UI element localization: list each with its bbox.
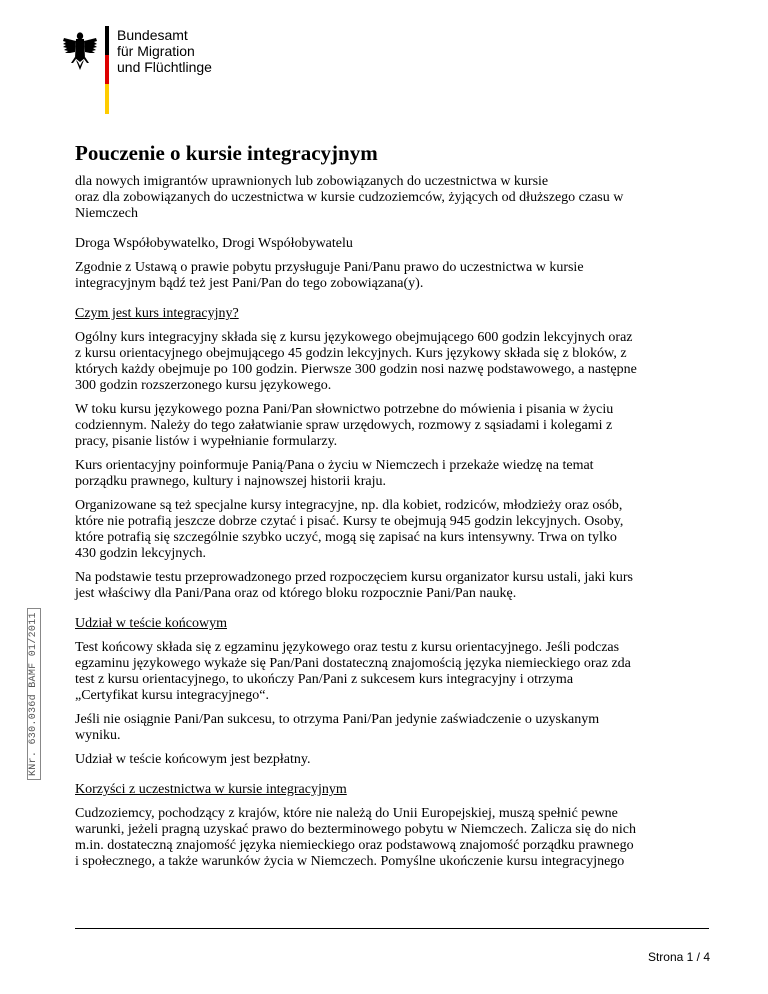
paragraph bbox=[75, 806, 705, 870]
agency-name bbox=[117, 27, 212, 75]
text-line: które potrafią się szczególnie szybko uczyć, mogą się zapisać na kurs intensywny. Trwa on tylko bbox=[75, 530, 617, 545]
text-line: jest właściwy dla Pani/Pana oraz od którego bloku rozpocznie Pani/Pan naukę. bbox=[75, 586, 517, 601]
text-line: porządku prawnego, kultury i najnowszej historii kraju. bbox=[75, 474, 387, 489]
text-line: warunki, jeżeli pragną uzyskać prawo do bezterminowego pobytu w Niemczech. Zalicza się do nich bbox=[75, 822, 636, 837]
german-flag-bar bbox=[105, 26, 109, 114]
paragraph bbox=[75, 640, 705, 704]
section-heading: Czym jest kurs integracyjny? bbox=[75, 306, 239, 321]
text-line: 300 godzin rozszerzonego kursu językowego. bbox=[75, 378, 332, 393]
text-line: integracyjnym bądź też jest Pani/Pan do tego zobowiązana(y). bbox=[75, 276, 424, 291]
text-line: których każdy obejmuje po 100 godzin. Pierwsze 300 godzin nosi nazwę podstawowego, a następne bbox=[75, 362, 637, 377]
intro-paragraph bbox=[75, 260, 705, 292]
agency-line: und Flüchtlinge bbox=[117, 59, 212, 75]
subtitle-line: Niemczech bbox=[75, 206, 138, 221]
text-line: Zgodnie z Ustawą o prawie pobytu przysługuje Pani/Panu prawo do uczestnictwa w kursie bbox=[75, 260, 584, 275]
paragraph bbox=[75, 752, 705, 768]
text-line: Na podstawie testu przeprowadzonego przed rozpoczęciem kursu organizator kursu ustali, jaki kurs bbox=[75, 570, 633, 585]
paragraph bbox=[75, 330, 705, 394]
text-line: m.in. dostateczną znajomość języka niemieckiego oraz podstawową znajomość porządku prawnego bbox=[75, 838, 634, 853]
text-line: Jeśli nie osiągnie Pani/Pan sukcesu, to otrzyma Pani/Pan jedynie zaświadczenie o uzyskanym bbox=[75, 712, 600, 727]
federal-eagle-icon bbox=[62, 30, 98, 74]
subtitle-line: dla nowych imigrantów uprawnionych lub zobowiązanych do uczestnictwa w kursie bbox=[75, 174, 549, 189]
flag-stripe-red bbox=[105, 55, 109, 84]
text-line: test z kursu orientacyjnego, to ukończy Pan/Pani z sukcesem kurs integracyjny i otrzyma bbox=[75, 672, 574, 687]
text-line: W toku kursu językowego pozna Pani/Pan słownictwo potrzebne do mówienia i pisania w życiu bbox=[75, 402, 614, 417]
text-line: Ogólny kurs integracyjny składa się z kursu językowego obejmującego 600 godzin lekcyjnych oraz bbox=[75, 330, 633, 345]
paragraph bbox=[75, 570, 705, 602]
text-line: wyniku. bbox=[75, 728, 121, 743]
text-line: Test końcowy składa się z egzaminu językowego oraz testu z kursu orientacyjnego. Jeśli podczas bbox=[75, 640, 620, 655]
paragraph bbox=[75, 498, 705, 562]
paragraph bbox=[75, 402, 705, 450]
agency-line: für Migration bbox=[117, 43, 195, 59]
agency-line: Bundesamt bbox=[117, 27, 188, 43]
section-heading: Korzyści z uczestnictwa w kursie integracyjnym bbox=[75, 782, 347, 797]
page-number: Strona 1 / 4 bbox=[647, 950, 710, 964]
text-line: Kurs orientacyjny poinformuje Panią/Pana o życiu w Niemczech i przekaże wiedzę na temat bbox=[75, 458, 594, 473]
text-line: pracy, pisanie listów i wypełnianie formularzy. bbox=[75, 434, 338, 449]
footer-divider bbox=[75, 928, 709, 929]
text-line: z kursu orientacyjnego obejmującego 45 godzin lekcyjnych. Kurs językowy składa się z bloków, z bbox=[75, 346, 627, 361]
text-line: Udział w teście końcowym jest bezpłatny. bbox=[75, 752, 311, 767]
text-line: egzaminu językowego wykaże się Pan/Pani dostateczną znajomością języka niemieckiego oraz zda bbox=[75, 656, 631, 671]
greeting bbox=[75, 236, 705, 252]
section-heading: Udział w teście końcowym bbox=[75, 616, 228, 631]
form-code-text: KNr. 630.036d BAMF 01/2011 bbox=[27, 608, 41, 780]
text-line: codziennym. Należy do tego załatwianie spraw urzędowych, rozmowy z sąsiadami i kolegami z bbox=[75, 418, 613, 433]
flag-stripe-black bbox=[105, 26, 109, 55]
document-title: Pouczenie o kursie integracyjnym bbox=[75, 141, 378, 165]
text-line: Cudzoziemcy, pochodzący z krajów, które nie należą do Unii Europejskiej, muszą spełnić pewne bbox=[75, 806, 618, 821]
flag-stripe-gold bbox=[105, 84, 109, 114]
subtitle-line: oraz dla zobowiązanych do uczestnictwa w kursie cudzoziemców, żyjących od dłuższego czasu w bbox=[75, 190, 624, 205]
greeting-text: Droga Współobywatelko, Drogi Współobywatelu bbox=[75, 236, 353, 251]
text-line: „Certyfikat kursu integracyjnego“. bbox=[75, 688, 269, 703]
document-subtitle bbox=[75, 174, 705, 222]
text-line: 430 godzin lekcyjnych. bbox=[75, 546, 207, 561]
text-line: i społecznego, a także warunków życia w Niemczech. Pomyślne ukończenie kursu integracyjnego bbox=[75, 854, 625, 869]
text-line: Organizowane są też specjalne kursy integracyjne, np. dla kobiet, rodziców, młodzieży oraz osób, bbox=[75, 498, 623, 513]
paragraph bbox=[75, 712, 705, 744]
text-line: które nie potrafią jeszcze dobrze czytać i pisać. Kursy te obejmują 945 godzin lekcyjnych. Osoby, bbox=[75, 514, 624, 529]
paragraph bbox=[75, 458, 705, 490]
document-body bbox=[75, 140, 705, 878]
